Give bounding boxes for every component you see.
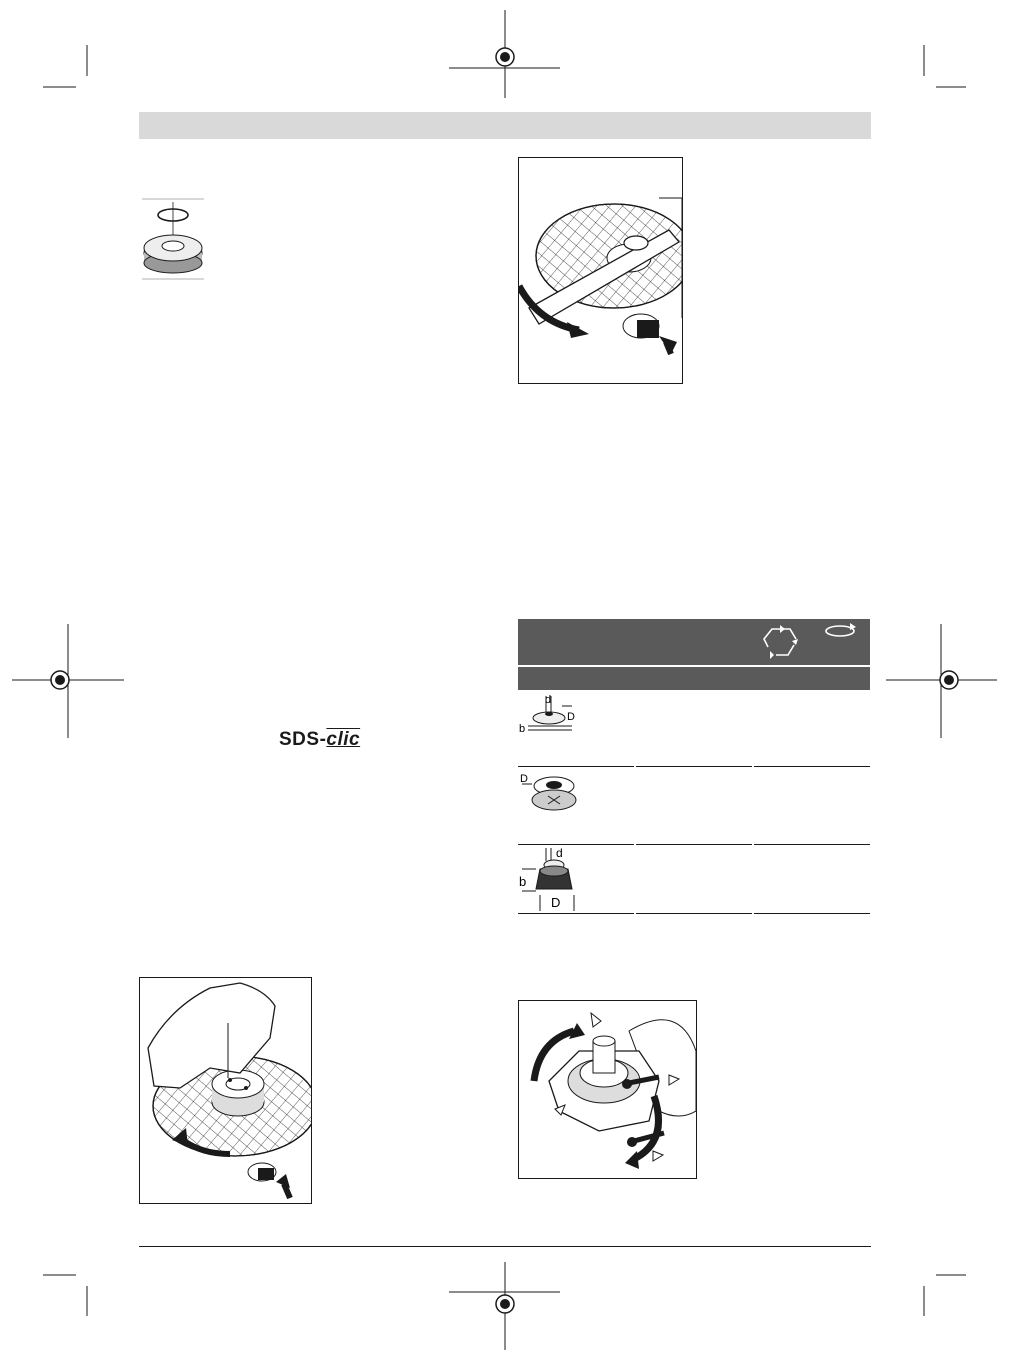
figure-gear-head-rotation [518, 1000, 697, 1179]
dimension-label-D: D [520, 773, 528, 785]
header-bar [139, 112, 871, 139]
row-separator [518, 766, 634, 767]
cup-brush-dimension-icon [518, 845, 580, 913]
accessory-table-subheader [518, 667, 870, 690]
accessory-table-header [518, 619, 870, 665]
dimension-label-d: d [556, 846, 563, 860]
dimension-label-b: b [519, 874, 527, 889]
row-separator [754, 844, 870, 845]
footer-rule [139, 1246, 871, 1247]
flange-with-o-ring-illustration [140, 198, 206, 282]
sds-clic-logo: SDS-clic [279, 729, 361, 750]
row-separator [518, 913, 634, 914]
grinding-disc-dimension-icon [518, 692, 580, 736]
row-separator [754, 766, 870, 767]
flap-disc-dimension-icon [518, 770, 580, 816]
recycle-icon [758, 621, 802, 663]
row-separator [636, 844, 752, 845]
dimension-label-D: D [551, 895, 561, 910]
dimension-label-D: D [567, 711, 575, 723]
figure-clamping-nut-by-hand [139, 977, 312, 1204]
dimension-label-b: b [519, 723, 526, 735]
row-separator [636, 766, 752, 767]
figure-spanner-loosening [518, 157, 683, 384]
dimension-label-d: d [545, 694, 552, 706]
row-separator [754, 913, 870, 914]
rotation-arrow-icon [822, 621, 858, 641]
row-separator [636, 913, 752, 914]
